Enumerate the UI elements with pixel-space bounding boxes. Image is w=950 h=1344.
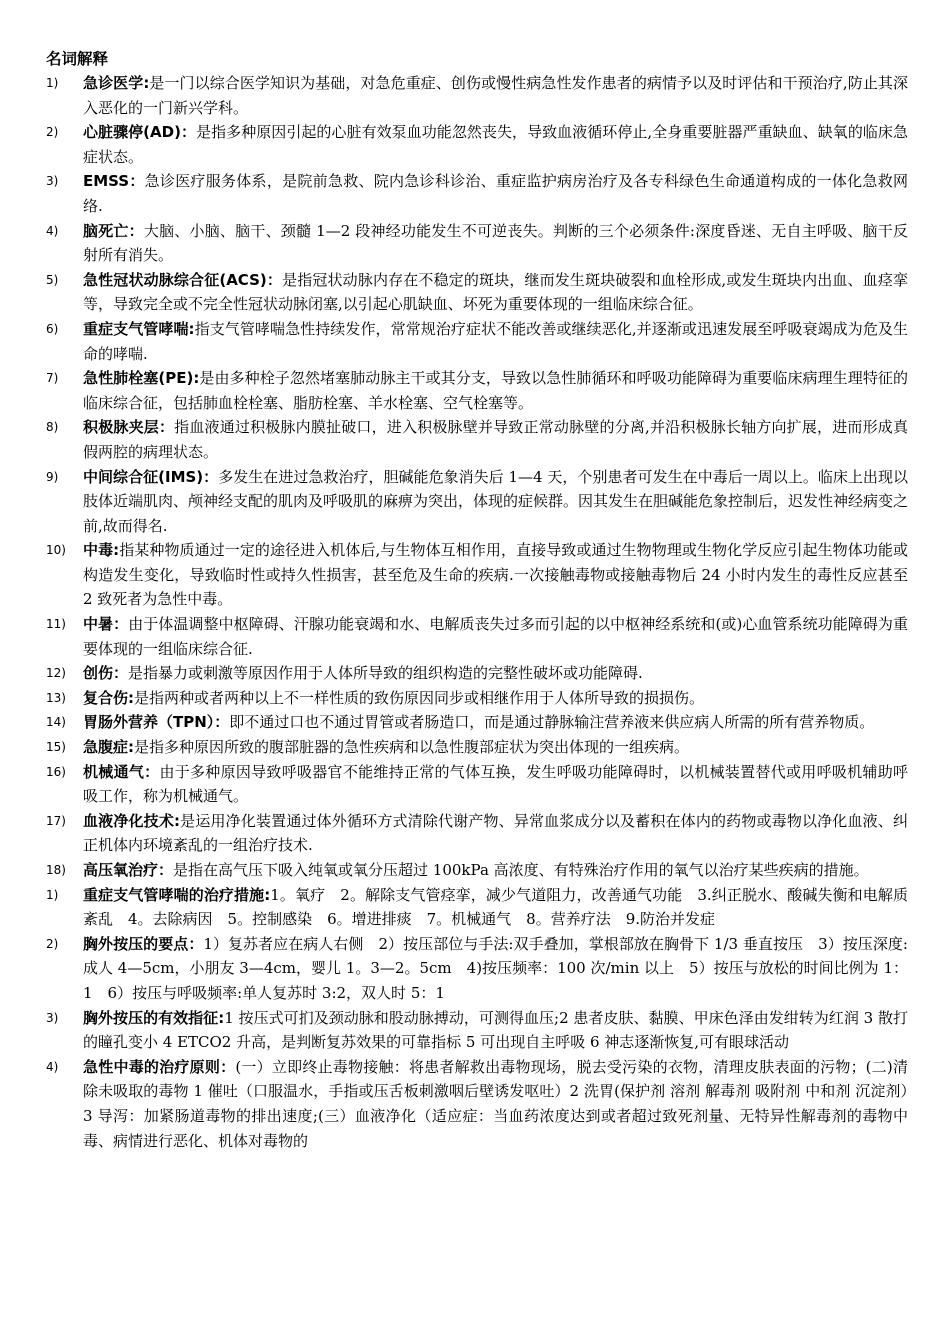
answer-item <box>46 883 908 932</box>
item-body <box>83 661 908 686</box>
item-separator: ： <box>158 861 174 879</box>
item-separator: : <box>218 1008 225 1027</box>
item-separator: ： <box>188 934 204 953</box>
item-term: 中暑 <box>83 615 114 634</box>
item-text: 即不通过口也不通过胃管或者肠造口，而是通过静脉输注营养液来供应病人所需的所有营养物质。 <box>229 713 875 732</box>
item-body <box>83 809 908 858</box>
item-text: 急诊医疗服务体系，是院前急救、院内急诊科诊治、重症监护病房治疗及各专科绿色生命通道构成的一体化急救网络. <box>83 172 908 215</box>
item-separator: ： <box>214 713 230 732</box>
item-term: 胃肠外营养（TPN） <box>83 713 215 732</box>
item-body <box>83 932 908 1006</box>
item-number: 3) <box>46 1010 59 1025</box>
item-separator: ： <box>266 270 283 289</box>
definition-list <box>46 71 908 883</box>
definition-item <box>46 465 908 539</box>
item-separator: ： <box>220 1057 236 1076</box>
item-body <box>83 71 908 120</box>
item-separator: ： <box>129 172 145 191</box>
definition-item <box>46 760 908 809</box>
answer-item <box>46 932 908 1006</box>
item-term: 重症支气管哮喘的治疗措施 <box>83 885 265 904</box>
item-text: 由于体温调整中枢障碍、汗腺功能衰竭和水、电解质丧失过多而引起的以中枢神经系统和(或)心血管系统功能障碍为重要体现的一组临床综合征. <box>83 615 908 658</box>
item-number: 17) <box>46 813 66 828</box>
answer-item <box>46 1006 908 1055</box>
item-text: 1 按压式可扪及颈动脉和股动脉搏动，可测得血压;2 患者皮肤、黏膜、甲床色泽由发绀转为红润 3 散打的瞳孔变小 4 ETCO2 升高，是判断复苏效果的可靠指标 5 可出现自主呼吸 6 神志逐渐恢复,可有眼球活动 <box>83 1008 908 1052</box>
item-term: 高压氧治疗 <box>83 861 159 879</box>
item-text: 指支气管哮喘急性持续发作，常常规治疗症状不能改善或继续恶化,并逐渐或迅速发展至呼吸衰竭成为危及生命的哮喘. <box>83 319 908 363</box>
item-body <box>83 760 908 809</box>
item-separator: : <box>264 885 271 904</box>
item-separator: : <box>113 541 120 560</box>
item-number: 2) <box>46 936 59 951</box>
item-term: 重症支气管哮喘 <box>83 319 189 338</box>
item-separator: ： <box>113 615 129 634</box>
item-number: 16) <box>46 764 66 779</box>
item-number: 18) <box>46 863 66 877</box>
item-text: 多发生在进过急救治疗，胆碱能危象消失后 1—4 天，个别患者可发生在中毒后一周以上。临床上出现以肢体近端肌肉、颅神经支配的肌肉及呼吸肌的麻痹为突出，体现的症候群。因其发生在胆碱能危象控制后，迟发性神经病变之前,故而得名. <box>83 467 909 535</box>
item-body <box>83 169 908 218</box>
item-term: 创伤 <box>83 664 114 683</box>
item-term: 急性冠状动脉综合征(ACS) <box>83 270 267 289</box>
item-body <box>83 612 908 661</box>
definition-item <box>46 858 908 883</box>
item-term: 血液净化技术 <box>83 811 174 830</box>
item-number: 11) <box>46 617 66 632</box>
item-number: 12) <box>46 666 66 681</box>
item-number: 7) <box>46 371 59 386</box>
item-text: 1）复苏者应在病人右侧 2）按压部位与手法:双手叠加，掌根部放在胸骨下 1/3 垂直按压 3）按压深度:成人 4—5cm，小朋友 3—4cm，婴儿 1。3—2。5cm 4)按压频率：100 次/min 以上 5）按压与放松的时间比例为 1：1 6）按压与呼吸频率:单人复苏时 3:2，双人时 5：1 <box>83 934 908 1002</box>
answer-list <box>46 883 908 1154</box>
item-term: 急性肺栓塞(PE) <box>83 369 194 388</box>
item-term: 中间综合征(IMS) <box>83 467 204 486</box>
item-text: 由于多种原因导致呼吸器官不能维持正常的气体互换，发生呼吸功能障碍时，以机械装置替代或用呼吸机辅助呼吸工作，称为机械通气。 <box>83 762 908 806</box>
definition-item <box>46 169 908 218</box>
item-separator: ： <box>158 418 175 437</box>
item-term: 胸外按压的要点 <box>83 934 189 953</box>
item-body <box>83 710 908 735</box>
definition-item <box>46 612 908 661</box>
definition-item <box>46 710 908 735</box>
item-body <box>83 465 908 539</box>
item-number: 2) <box>46 125 59 140</box>
item-term: 机械通气 <box>83 762 145 781</box>
item-number: 1) <box>46 76 59 90</box>
item-text: 是指在高气压下吸入纯氧或氧分压超过 100kPa 高浓度、有特殊治疗作用的氧气以治疗某些疾病的措施。 <box>173 861 869 879</box>
item-separator: ： <box>144 762 160 781</box>
item-body <box>83 219 908 268</box>
item-body <box>83 366 908 415</box>
definition-item <box>46 686 908 711</box>
answer-item <box>46 1055 908 1153</box>
item-term: 急性中毒的治疗原则 <box>83 1057 221 1076</box>
item-number: 10) <box>46 543 66 558</box>
item-term: 积极脉夹层 <box>83 418 159 437</box>
item-body <box>83 415 908 464</box>
item-separator: : <box>174 811 180 830</box>
item-body <box>83 268 908 317</box>
document-page <box>46 48 908 1153</box>
item-term: 急诊医学 <box>83 74 144 92</box>
item-term: 急腹症 <box>83 738 129 757</box>
item-number: 9) <box>46 469 59 484</box>
definition-item <box>46 317 908 366</box>
item-text: 是指冠状动脉内存在不稳定的斑块，继而发生斑块破裂和血栓形成,或发生斑块内出血、血痉挛等，导致完全或不完全性冠状动脉闭塞,以引起心肌缺血、坏死为重要体现的一组临床综合征。 <box>83 270 908 314</box>
item-text: 是指多种原因所致的腹部脏器的急性疾病和以急性腹部症状为突出体现的一组疾病。 <box>134 738 690 757</box>
item-body <box>83 858 908 883</box>
definition-item <box>46 735 908 760</box>
item-separator: : <box>193 369 200 388</box>
item-term: 复合伤 <box>83 688 129 707</box>
item-separator: : <box>143 74 150 92</box>
item-separator: ： <box>203 467 219 486</box>
section-title: 名词解释 <box>46 50 109 68</box>
definition-item <box>46 661 908 686</box>
item-body <box>83 120 908 169</box>
item-text: 是运用净化装置通过体外循环方式清除代谢产物、异常血浆成分以及蓄积在体内的药物或毒物以净化血液、纠正机体内环境紊乱的一组治疗技术. <box>83 811 908 855</box>
item-term: 脑死亡 <box>83 221 129 240</box>
item-text: (一）立即终止毒物接触：将患者解救出毒物现场，脱去受污染的衣物，清理皮肤表面的污物；(二)清除未吸取的毒物 1 催吐（口服温水，手指或压舌板刺激咽后壁诱发呕吐）2 洗胃(保护剂 溶剂 解毒剂 吸附剂 中和剂 沉淀剂）3 导泻：加紧肠道毒物的排出速度;(三）血液净化（适应症：当血药浓度达到或者超过致死剂量、无特异性解毒剂的毒物中毒、病情进行恶化、机体对毒物的 <box>83 1057 908 1150</box>
item-separator: ： <box>128 221 144 240</box>
item-text: 是一门以综合医学知识为基础，对急危重症、创伤或慢性病急性发作患者的病情予以及时评估和干预治疗,防止其深入恶化的一门新兴学科。 <box>83 74 908 117</box>
definition-item <box>46 219 908 268</box>
definition-item <box>46 366 908 415</box>
item-text: 是指暴力或刺激等原因作用于人体所导致的组织构造的完整性破坏或功能障碍. <box>128 664 643 683</box>
item-number: 3) <box>46 174 59 189</box>
definition-item <box>46 538 908 612</box>
item-text: 是由多种栓子忽然堵塞肺动脉主干或其分支，导致以急性肺循环和呼吸功能障碍为重要临床病理生理特征的临床综合征，包括肺血栓栓塞、脂肪栓塞、羊水栓塞、空气栓塞等。 <box>83 369 908 412</box>
definition-item <box>46 809 908 858</box>
item-body <box>83 686 908 711</box>
definition-item <box>46 415 908 464</box>
definition-item <box>46 120 908 169</box>
item-separator: ： <box>113 664 129 683</box>
item-number: 8) <box>46 420 59 435</box>
item-term: EMSS <box>83 172 130 191</box>
item-body <box>83 735 908 760</box>
item-separator: ： <box>180 123 197 142</box>
definition-item <box>46 268 908 317</box>
item-body <box>83 883 908 932</box>
item-body <box>83 1006 908 1055</box>
item-body <box>83 317 908 366</box>
item-number: 15) <box>46 740 66 755</box>
item-number: 13) <box>46 690 66 705</box>
item-term: 心脏骤停(AD) <box>83 123 181 142</box>
item-number: 6) <box>46 321 59 336</box>
item-text: 大脑、小脑、脑干、颈髓 1—2 段神经功能发生不可逆丧失。判断的三个必须条件:深度昏迷、无自主呼吸、脑干反射所有消失。 <box>83 221 908 265</box>
item-separator: : <box>188 319 195 338</box>
item-text: 指某种物质通过一定的途径进入机体后,与生物体互相作用，直接导致或通过生物物理或生物化学反应引起生物体功能或构造发生变化，导致临时性或持久性损害，甚至危及生命的疾病.一次接触毒物或接触毒物后 24 小时内发生的毒性反应甚至 2 致死者为急性中毒。 <box>83 541 908 609</box>
item-term: 胸外按压的有效指征 <box>83 1008 219 1027</box>
item-term: 中毒 <box>83 541 114 560</box>
item-body <box>83 538 908 612</box>
item-text: 是指两种或者两种以上不一样性质的致伤原因同步或相继作用于人体所导致的损损伤。 <box>134 688 705 707</box>
item-separator: : <box>128 738 135 757</box>
item-number: 1) <box>46 887 59 902</box>
item-number: 14) <box>46 715 66 730</box>
item-text: 1。氧疗 2。解除支气管痉挛，减少气道阻力，改善通气功能 3.纠正脱水、酸碱失衡和电解质紊乱 4。去除病因 5。控制感染 6。增进排痰 7。机械通气 8。营养疗法 9.防治并发症 <box>83 885 908 929</box>
item-body <box>83 1055 908 1153</box>
item-number: 5) <box>46 272 59 287</box>
item-text: 是指多种原因引起的心脏有效泵血功能忽然丧失，导致血液循环停止,全身重要脏器严重缺血、缺氧的临床急症状态。 <box>83 123 908 166</box>
item-text: 指血液通过积极脉内膜扯破口，进入积极脉壁并导致正常动脉壁的分离,并沿积极脉长轴方向扩展，进而形成真假两腔的病理状态。 <box>83 418 908 461</box>
item-number: 4) <box>46 1059 59 1074</box>
definition-item <box>46 71 908 120</box>
item-number: 4) <box>46 223 59 238</box>
item-separator: : <box>128 688 135 707</box>
